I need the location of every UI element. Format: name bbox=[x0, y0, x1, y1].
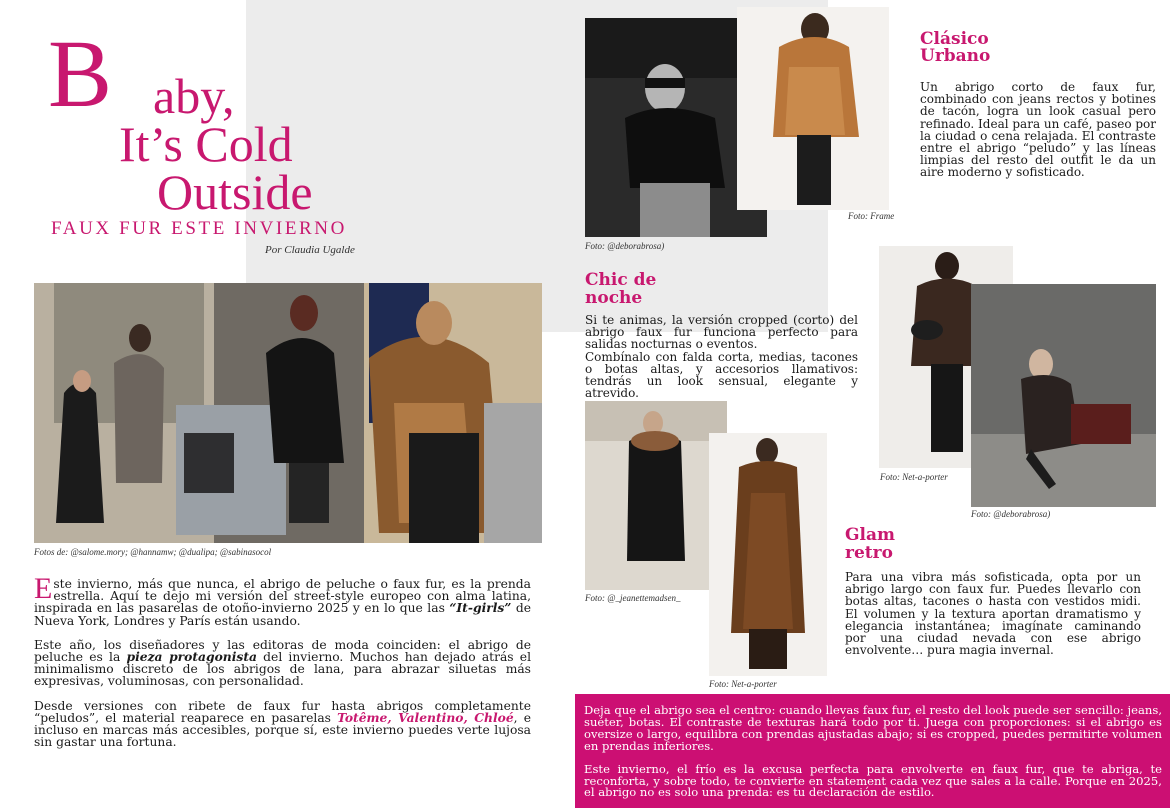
title-line-3: Outside bbox=[157, 164, 313, 220]
closing-paragraph-1: Deja que el abrigo sea el centro: cuando llevas faux fur, el resto del look puede ser sencillo: jeans, suéter, botas. El contraste de texturas hará todo por ti. Juega con proporciones: si el abrigo es oversize o largo, equilibra con prendas ajustadas abajo; si es cropped, puedes permitirte volumen en prendas inferiores. bbox=[584, 703, 1162, 753]
chic-photo-caption: Foto: @deborabrosa) bbox=[585, 241, 665, 251]
frame-coat-photo bbox=[737, 7, 889, 210]
glam-right-caption: Foto: Net-a-porter bbox=[709, 679, 777, 689]
intro-paragraph-2 bbox=[34, 639, 531, 688]
retro-left-caption: Foto: Net-a-porter bbox=[880, 472, 948, 482]
retro-photo-right bbox=[971, 284, 1156, 507]
intro-text bbox=[34, 572, 532, 750]
clasico-body: Un abrigo corto de faux fur, combinado con jeans rectos y botines de tacón, logra un look casual pero refinado. Ideal para un café, paseo por la ciudad o cena relajada. El contraste entre el abrigo “peludo” y las líneas limpias del resto del outfit le da un aire moderno y sofisticado. bbox=[920, 80, 1157, 180]
glam-photo-right bbox=[709, 433, 827, 676]
intro-paragraph-3 bbox=[34, 700, 531, 749]
intro-p1-end: de Nueva York, Londres y París están usando. bbox=[34, 601, 532, 628]
brand-names: Totême, Valentino, Chloé bbox=[337, 709, 514, 725]
subtitle: FAUX FUR ESTE INVIERNO bbox=[51, 218, 347, 239]
intro-p1-text: ste invierno, más que nunca, el abrigo de peluche o faux fur, es la prenda estrella. Aquí te dejo mi versión del street-style europeo con alma latina, inspirada en las pasarelas de otoño-invierno 2025 y en lo que las bbox=[34, 577, 531, 616]
it-girls-emphasis: “It-girls” bbox=[449, 600, 512, 616]
chic-body-1: Si te animas, la versión cropped (corto) del abrigo faux fur funciona perfecto para salidas nocturnas o eventos. bbox=[585, 313, 858, 352]
glam-title-1: Glam bbox=[845, 525, 895, 545]
retro-right-caption: Foto: @deborabrosa) bbox=[971, 509, 1051, 519]
closing-paragraph-2: Este invierno, el frío es la excusa perfecta para envolverte en faux fur, que te abriga, te reconforta, y sobre todo, te convierte en statement cada vez que sales a la calle. Porque en 2025, el abrigo no es solo una prenda: es tu declaración de estilo. bbox=[584, 761, 1162, 800]
dropcap: E bbox=[34, 572, 53, 605]
glam-left-caption: Foto: @_jeanettemadsen_ bbox=[585, 593, 681, 603]
intro-p2-text: Este año, los diseñadores y las editoras de moda coinciden: el abrigo de peluche es la bbox=[34, 637, 531, 665]
main-photo-caption: Fotos de: @salome.mory; @hannamw; @dualipa; @sabinasocol bbox=[34, 547, 272, 557]
byline: Por Claudia Ugalde bbox=[265, 244, 355, 256]
main-collage-photo bbox=[34, 283, 542, 543]
chic-body bbox=[585, 314, 858, 399]
intro-p3-text: Desde versiones con ribete de faux fur hasta abrigos completamente “peludos”, el material reaparece en pasarelas bbox=[34, 698, 531, 725]
frame-photo-caption: Foto: Frame bbox=[848, 211, 895, 221]
intro-p3-end: , e incluso en marcas más accesibles, porque sí, este invierno puedes verte lujosa sin gastar una fortuna. bbox=[34, 710, 531, 750]
glam-title-2: retro bbox=[845, 543, 893, 563]
clasico-title-2: Urbano bbox=[920, 46, 991, 66]
title-line-2: It’s Cold bbox=[119, 116, 293, 172]
closing-pink-box bbox=[575, 694, 1170, 808]
chic-body-2: Combínalo con falda corta, medias, tacones o botas altas, y accesorios llamativos: tendrás un look sensual, elegante y atrevido. bbox=[585, 349, 858, 401]
glam-photo-left bbox=[585, 401, 727, 590]
pieza-protagonista-emphasis: pieza protagonista bbox=[126, 649, 257, 665]
chic-title-1: Chic de bbox=[585, 270, 657, 290]
glam-body: Para una vibra más sofisticada, opta por un abrigo largo con faux fur. Puedes llevarlo con botas altas, tacones o hasta con vestidos midi. El volumen y la textura aportan dramatismo y elegancia instantánea; imagínate caminando por una ciudad nevada con ese abrigo envolvente… pura magia invernal. bbox=[845, 570, 1141, 658]
title-initial: B bbox=[48, 20, 113, 127]
intro-paragraph-1 bbox=[34, 572, 532, 628]
title-line-1: aby, bbox=[153, 68, 235, 124]
chic-title-2: noche bbox=[585, 288, 643, 308]
clasico-title-1: Clásico bbox=[920, 29, 989, 49]
intro-p2-end: del invierno. Muchos han dejado atrás el minimalismo discreto de los abrigos de lana, para abrazar siluetas más expresivas, voluminosas, con personalidad. bbox=[34, 650, 531, 689]
